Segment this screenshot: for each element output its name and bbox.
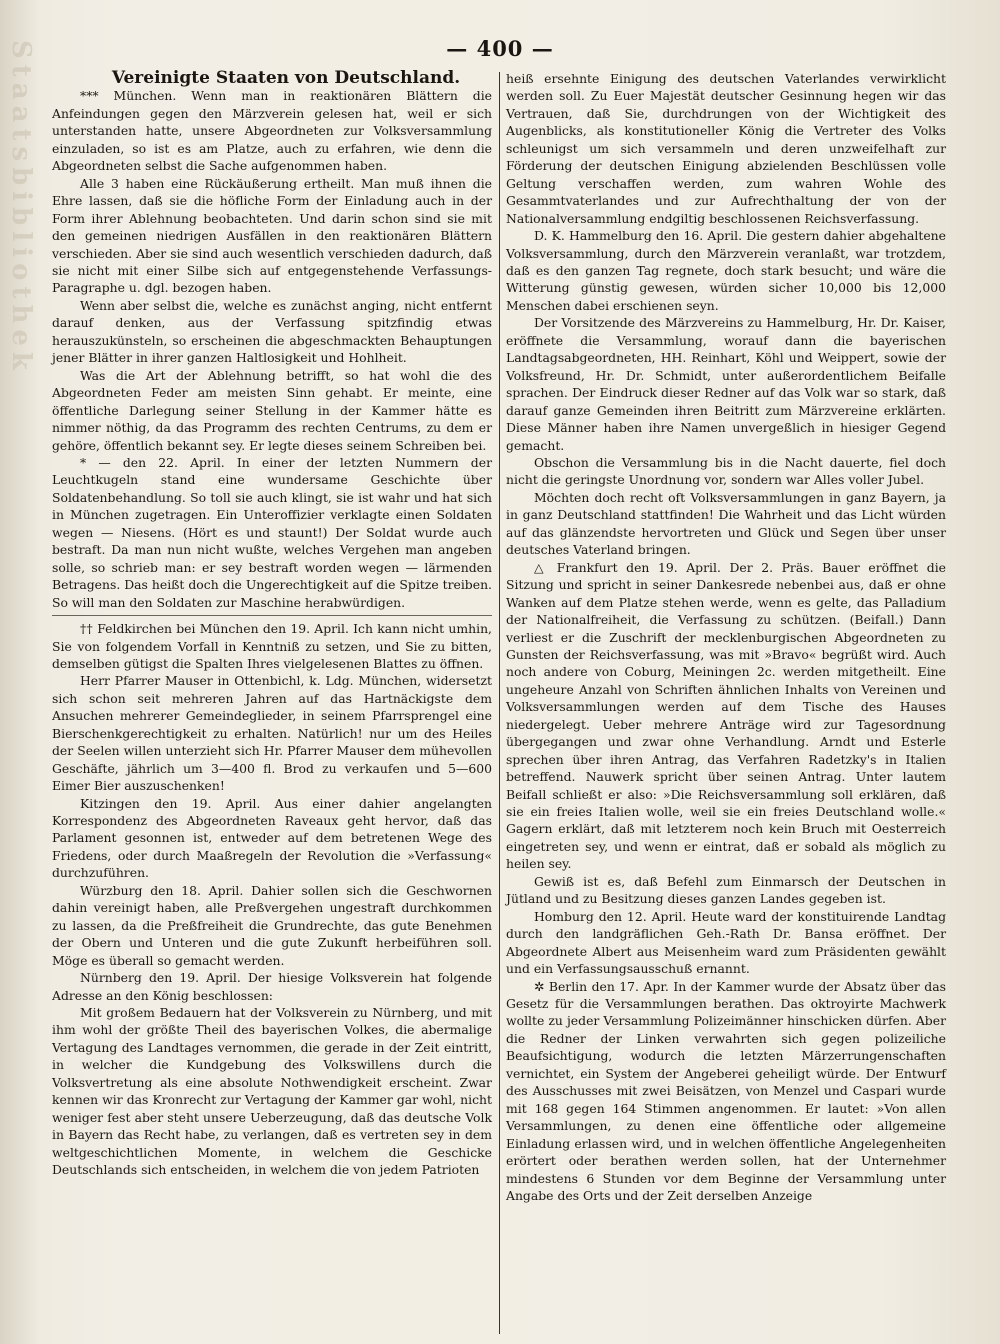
article-paragraph: *** München. Wenn man in reaktionären Blättern die Anfeindungen gegen den Märzverein gelesen hat, weil er sich unterstanden hatte, unsere Abgeordneten zur Volksversammlung einzuladen, so ist es am Platze, auch zu erfahren, wie denn die Abgeordneten selbst die Sache aufgenommen haben. — [52, 88, 492, 174]
article-paragraph: Homburg den 12. April. Heute ward der konstituirende Landtag durch den landgräflichen Geh.-Rath Dr. Bansa eröffnet. Der Abgeordnete Albert aus Meisenheim ward zum Präsidenten gewählt und ein Verfassungsausschuß ernannt. — [506, 908, 946, 977]
column-divider — [499, 72, 500, 1334]
page-number: — 400 — — [446, 36, 554, 61]
article-paragraph: * — den 22. April. In einer der letzten Nummern der Leuchtkugeln stand eine wundersame Geschichte über Soldatenbehandlung. So toll sie auch klingt, sie ist wahr und hat sich in München zugetragen. Ein Unteroffizier verklagte einen Soldaten wegen — Niesens. (Hört es und staunt!) Der Soldat wurde auch bestraft. Da man nun nicht wußte, welches Vergehen man angeben solle, so schrieb man: er sey bestraft worden wegen — lärmenden Betragens. Das heißt doch die Ungerechtigkeit auf die Spitze treiben. So will man den Soldaten zur Maschine herabwürdigen. — [52, 454, 492, 610]
article-paragraph: Möchten doch recht oft Volksversammlungen in ganz Bayern, ja in ganz Deutschland stattfinden! Die Wahrheit und das Licht würden auf das glänzendste hervortreten und Glück und Segen über unser deutsches Vaterland bringen. — [506, 489, 946, 558]
article-paragraph: Wenn aber selbst die, welche es zunächst anging, nicht entfernt darauf denken, aus der Verfassung spitzfindig etwas herauszukünsteln, so erscheinen die abgeschmackten Behauptungen jener Blätter in ihrer ganzen Haltlosigkeit und Hohlheit. — [52, 297, 492, 366]
article-paragraph: Kitzingen den 19. April. Aus einer dahier angelangten Korrespondenz des Abgeordneten Raveaux geht hervor, daß das Parlament gesonnen ist, entweder auf dem betretenen Wege des Friedens, oder durch Maaßregeln der Revolution die »Verfassung« durchzuführen. — [52, 795, 492, 881]
article-separator — [52, 615, 492, 616]
article-paragraph: heiß ersehnte Einigung des deutschen Vaterlandes verwirklicht werden soll. Zu Euer Majestät deutscher Gesinnung hegen wir das Vertrauen, daß Sie, durchdrungen von der Wichtigkeit des Augenblicks, als konstitutioneller König die Vertreter des Volks schleunigst um sich versammeln und deren unzweifelhaft zur Förderung der deutschen Einigung abzielenden Beschlüssen volle Geltung verschaffen werden, zum wahren Wohle des Gesammtvaterlandes und zur Aufrechthaltung der von der Nationalversammlung endgiltig beschlossenen Reichsverfassung. — [506, 71, 946, 226]
article-paragraph: △ Frankfurt den 19. April. Der 2. Präs. Bauer eröffnet die Sitzung und spricht in seiner Dankesrede nebenbei aus, daß er ohne Wanken auf dem Platze stehen werde, wenn es gelte, das Palladium der Nationalfreiheit, die Verfassung zu schützen. (Beifall.) Dann verliest er die Zuschrift der mecklenburgischen Abgeordneten zu Gunsten der Reichsverfassung, was mit »Bravo« begrüßt wird. Auch noch andere von Coburg, Meiningen 2c. werden mitgetheilt. Eine ungeheure Anzahl von Schriften ähnlichen Inhalts von Vereinen und Volksversammlungen werden auf dem Tische des Hauses niedergelegt. Ueber mehrere Anträge wird zur Tagesordnung übergegangen und zwar ohne Verhandlung. Arndt und Esterle sprechen über ihren Antrag, das Verfahren Radetzky's in Italien betreffend. Nauwerk spricht über seinen Antrag. Unter lautem Beifall schließt er also: »Die Reichsversammlung soll erklären, daß sie ein freies Italien wolle, weil sie ein freies Deutschland wolle.« Gagern erklärt, daß mit letzterem noch kein Bruch mit Oesterreich eingetreten sey, und wenn er eintrat, daß er sobald als möglich zu heilen sey. — [506, 559, 946, 872]
section-heading: Vereinigte Staaten von Deutschland. — [111, 68, 461, 88]
article-paragraph: Herr Pfarrer Mauser in Ottenbichl, k. Ldg. München, widersetzt sich schon seit mehreren Jahren auf das Hartnäckigste dem Ansuchen mehrerer Gemeindeglieder, in seinem Pfarrsprengel eine Bierschenkgerechtigkeit zu erhalten. Natürlich! nur um des Heiles der Seelen willen unterzieht sich Hr. Pfarrer Mauser dem mühevollen Geschäfte, jährlich um 3—400 fl. Brod zu verkaufen und 5—600 Eimer Bier auszuschenken! — [52, 673, 492, 794]
article-paragraph: Obschon die Versammlung bis in die Nacht dauerte, fiel doch nicht die geringste Unordnung vor, sondern war Alles voller Jubel. — [506, 454, 946, 488]
article-paragraph: Alle 3 haben eine Rückäußerung ertheilt. Man muß ihnen die Ehre lassen, daß sie die höfliche Form der Einladung auch in der Form ihrer Ablehnung beobachteten. Und darin schon sind sie mit den gemeinen niedrigen Ausfällen in den reaktionären Blättern verschieden. Aber sie sind auch wesentlich verschieden dadurch, daß sie nicht mit einer Silbe sich auf entgegenstehende Verfassungs-Paragraphe u. dgl. bezogen haben. — [52, 175, 492, 296]
article-paragraph: Was die Art der Ablehnung betrifft, so hat wohl die des Abgeordneten Feder am meisten Sinn gehabt. Er meinte, eine öffentliche Darlegung seiner Stellung in der Kammer hätte es nimmer nöthig, da das Programm des rechten Centrums, zu dem er gehöre, öffentlich bekannt sey. Er legte dieses seinem Schreiben bei. — [52, 367, 492, 453]
margin-stamp: Staatsbibliothek — [6, 40, 36, 376]
article-paragraph: Gewiß ist es, daß Befehl zum Einmarsch der Deutschen in Jütland und zu Besitzung dieses ganzen Landes gegeben ist. — [506, 873, 946, 907]
left-column — [52, 70, 492, 1179]
article-paragraph: Der Vorsitzende des Märzvereins zu Hammelburg, Hr. Dr. Kaiser, eröffnete die Versammlung, worauf dann die bayerischen Landtagsabgeordneten, HH. Reinhart, Köhl und Weippert, sowie der Volksfreund, Hr. Dr. Schmidt, unter außerordentlichem Beifalle sprachen. Der Eindruck dieser Redner auf das Volk war so stark, daß darauf ganze Gemeinden ihren Beitritt zum Märzvereine erklärten. Diese Männer haben ihre Namen unvergeßlich in hiesiger Gegend gemacht. — [506, 315, 946, 453]
article-paragraph: ✲ Berlin den 17. Apr. In der Kammer wurde der Absatz über das Gesetz für die Versammlungen berathen. Das oktroyirte Machwerk wollte zu jeder Versammlung Polizeimänner hinschicken dürfen. Aber die Redner der Linken verwahrten sich gegen polizeiliche Beaufsichtigung, wodurch die letzten Märzerrungenschaften vernichtet, ein System der Angeberei geheiligt würde. Der Entwurf des Ausschusses mit zwei Beisätzen, von Menzel und Caspari wurde mit 168 gegen 164 Stimmen angenommen. Er lautet: »Von allen Versammlungen, zu denen eine öffentliche oder allgemeine Einladung erlassen wird, und in welchen öffentliche Angelegenheiten erörtert oder berathen werden sollen, hat der Unternehmer mindestens 6 Stunden vor dem Beginne der Versammlung unter Angabe des Orts und der Zeit derselben Anzeige — [506, 978, 946, 1203]
article-paragraph: Mit großem Bedauern hat der Volksverein zu Nürnberg, und mit ihm wohl der größte Theil des bayerischen Volkes, die abermalige Vertagung des Landtages vernommen, die gerade in der Zeit eintritt, in welcher die Kundgebung des Volkswillens durch die Volksvertretung als eine absolute Nothwendigkeit erscheint. Zwar kennen wir das Kronrecht zur Vertagung der Kammer gar wohl, nicht weniger fest aber steht unsere Ueberzeugung, daß das deutsche Volk in Bayern das Recht habe, zu verlangen, daß es vertreten sey in dem weltgeschichtlichen Momente, in welchem die Geschicke Deutschlands sich entscheiden, in welchem die von jedem Patrioten — [52, 1005, 492, 1178]
article-paragraph: D. K. Hammelburg den 16. April. Die gestern dahier abgehaltene Volksversammlung, durch den Märzverein veranlaßt, war trotzdem, daß es den ganzen Tag regnete, doch stark besucht; und wäre die Witterung günstig gewesen, würden sicher 10,000 bis 12,000 Menschen dabei erschienen seyn. — [506, 228, 946, 313]
right-column — [506, 70, 946, 1204]
article-paragraph: Nürnberg den 19. April. Der hiesige Volksverein hat folgende Adresse an den König beschlossen: — [52, 970, 492, 1003]
article-paragraph: †† Feldkirchen bei München den 19. April. Ich kann nicht umhin, Sie von folgendem Vorfall in Kenntniß zu setzen, und Sie zu bitten, demselben gütigst die Spalten Ihres vielgelesenen Blattes zu öffnen. — [52, 621, 492, 671]
article-paragraph: Würzburg den 18. April. Dahier sollen sich die Geschwornen dahin vereinigt haben, alle Preßvergehen ungestraft durchkommen zu lassen, da die Preßfreiheit die Grundrechte, das gute Benehmen der Obern und Unteren und die gute Zukunft herbeiführen soll. Möge es überall so gemacht werden. — [52, 882, 492, 968]
